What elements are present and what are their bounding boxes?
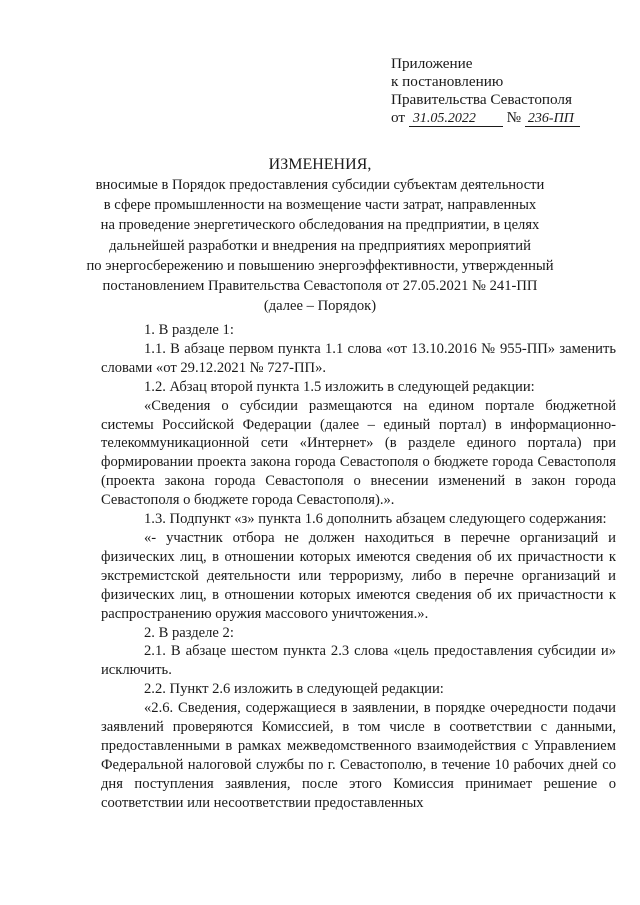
date-field [409, 110, 503, 127]
subtitle-line: на проведение энергетического обследования на предприятии, в целях [100, 217, 540, 234]
date-value: 31.05.2022 [412, 111, 476, 126]
subtitle-line: постановлением Правительства Севастополя от 27.05.2021 № 241-ПП [102, 278, 538, 295]
body-paragraph: «- участник отбора не должен находиться в перечне организаций и физических лиц, в отношении которых имеются сведения об их причастности к экстремистской деятельности или терроризму, либо в перечне организаций и физических лиц, в отношении которых имеются сведения об их причастности к распространению оружия массового уничтожения.». [101, 529, 616, 622]
body-paragraph: 2.2. Пункт 2.6 изложить в следующей редакции: [144, 681, 444, 698]
body-paragraph: 1.2. Абзац второй пункта 1.5 изложить в следующей редакции: [144, 378, 535, 395]
document-subtitle [80, 175, 560, 316]
appendix-block [391, 55, 580, 127]
number-field [525, 110, 580, 127]
section-heading: 2. В разделе 2: [144, 624, 234, 641]
date-prefix: от [391, 109, 406, 126]
document-title: ИЗМЕНЕНИЯ, [268, 156, 372, 173]
subtitle-line: по энергосбережению и повышению энергоэффективности, утвержденный [86, 257, 554, 274]
appendix-date-line [391, 109, 580, 127]
subtitle-line: вносимые в Порядок предоставления субсидии субъектам деятельности [95, 177, 545, 193]
body-paragraph: 1.3. Подпункт «з» пункта 1.6 дополнить абзацем следующего содержания: [144, 511, 607, 528]
subtitle-line: в сфере промышленности на возмещение части затрат, направленных [103, 197, 537, 214]
appendix-line-2: к постановлению [391, 73, 504, 90]
body-paragraph: «Сведения о субсидии размещаются на едином портале бюджетной системы Российской Федерации (далее – единый портал) в информационно-телекоммуникационной сети «Интернет» (в разделе единого портала) при формировании проекта закона города Севастополя о бюджете города Севастополя (проекта закона города Севастополя о внесении изменений в закон города Севастополя о бюджете города Севастополя).». [101, 397, 616, 509]
number-value: 236-ПП [527, 111, 574, 126]
body-paragraph: 1.1. В абзаце первом пункта 1.1 слова «от 13.10.2016 № 955-ПП» заменить словами «от 29.12.2021 № 727-ПП». [101, 340, 616, 376]
section-heading: 1. В разделе 1: [144, 322, 234, 338]
document-body [101, 321, 616, 813]
body-paragraph: 2.1. В абзаце шестом пункта 2.3 слова «цель предоставления субсидии и» исключить. [101, 643, 616, 679]
body-paragraph: «2.6. Сведения, содержащиеся в заявлении, в порядке очередности подачи заявлений проверяются Комиссией, в том числе в соответствии с данными, предоставленными в рамках межведомственного взаимодействия с Управлением Федеральной налоговой службы по г. Севастополю, в течение 10 рабочих дней со дня поступления заявления, после этого Комиссия принимает решение о соответствии или несоответствии предоставленных [101, 700, 616, 811]
subtitle-line: (далее – Порядок) [263, 298, 377, 315]
appendix-line-1: Приложение [391, 55, 473, 72]
number-prefix: № [506, 109, 522, 126]
subtitle-line: дальнейшей разработки и внедрения на предприятиях мероприятий [109, 237, 531, 254]
appendix-line-3: Правительства Севастополя [391, 91, 572, 108]
